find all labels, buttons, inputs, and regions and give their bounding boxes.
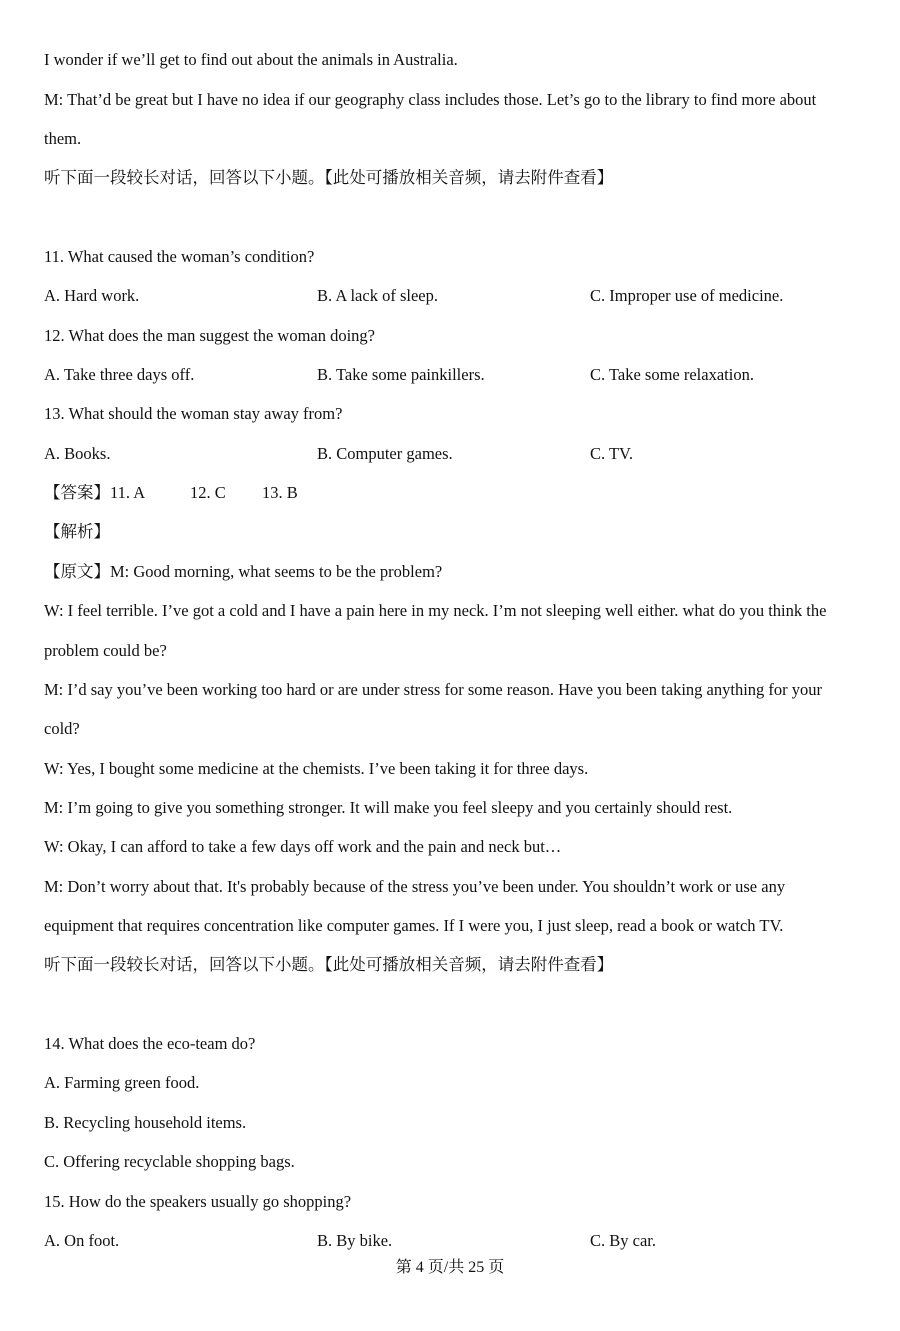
q12-option-a: A. Take three days off. [44,365,195,384]
q12-option-b: B. Take some painkillers. [317,365,485,384]
intro-line-2: M: That’d be great but I have no idea if our geography class includes those. Let’s go to the library to find more about [44,90,817,109]
q14-option-b: B. Recycling household items. [44,1113,247,1132]
audio-instruction: 听下面一段较长对话，回答以下小题。【此处可播放相关音频，请去附件查看】 [44,168,614,187]
q15-option-a: A. On foot. [44,1231,120,1250]
transcript-line: M: I’m going to give you something stronger. It will make you feel sleepy and you certainly should rest. [44,798,733,817]
question-14: 14. What does the eco-team do? [44,1034,256,1053]
transcript-line: M: I’d say you’ve been working too hard or are under stress for some reason. Have you been taking anything for your [44,680,823,699]
intro-line-3: them. [44,129,82,148]
transcript-line: problem could be? [44,641,167,660]
q15-option-c: C. By car. [590,1231,656,1250]
transcript-label: 【原文】 [44,562,110,581]
page-footer: 第 4 页/共 25 页 [395,1259,505,1276]
q11-option-a: A. Hard work. [44,286,140,305]
q11-option-b: B. A lack of sleep. [317,286,438,305]
transcript-line: M: Don’t worry about that. It's probably because of the stress you’ve been under. You shouldn’t work or use any [44,877,786,896]
q13-option-a: A. Books. [44,444,111,463]
audio-instruction-2: 听下面一段较长对话，回答以下小题。【此处可播放相关音频，请去附件查看】 [44,955,614,974]
answer-13: 13. B [262,483,298,502]
answer-label: 【答案】 [44,483,110,502]
transcript-line: equipment that requires concentration like computer games. If I were you, I just sleep, read a book or watch TV. [44,916,784,935]
transcript-line: W: Yes, I bought some medicine at the chemists. I’ve been taking it for three days. [44,759,589,778]
question-15: 15. How do the speakers usually go shopping? [44,1192,352,1211]
transcript-first-line [44,562,864,582]
answer-line [44,483,864,503]
q12-option-c: C. Take some relaxation. [590,365,754,384]
analysis-label: 【解析】 [44,522,110,541]
q13-option-c: C. TV. [590,444,633,463]
answer-11: 11. A [110,483,146,502]
q14-option-a: A. Farming green food. [44,1073,200,1092]
q15-option-b: B. By bike. [317,1231,393,1250]
transcript-first: M: Good morning, what seems to be the problem? [110,562,443,581]
question-12: 12. What does the man suggest the woman doing? [44,326,376,345]
intro-line-1: I wonder if we’ll get to find out about the animals in Australia. [44,50,458,69]
transcript-line: cold? [44,719,80,738]
question-11: 11. What caused the woman’s condition? [44,247,315,266]
q13-option-b: B. Computer games. [317,444,453,463]
q11-option-c: C. Improper use of medicine. [590,286,784,305]
answer-12: 12. C [190,483,226,502]
question-13: 13. What should the woman stay away from? [44,404,343,423]
transcript-line: W: I feel terrible. I’ve got a cold and I have a pain here in my neck. I’m not sleeping well either. what do you think the [44,601,827,620]
transcript-line: W: Okay, I can afford to take a few days off work and the pain and neck but… [44,837,562,856]
q14-option-c: C. Offering recyclable shopping bags. [44,1152,295,1171]
